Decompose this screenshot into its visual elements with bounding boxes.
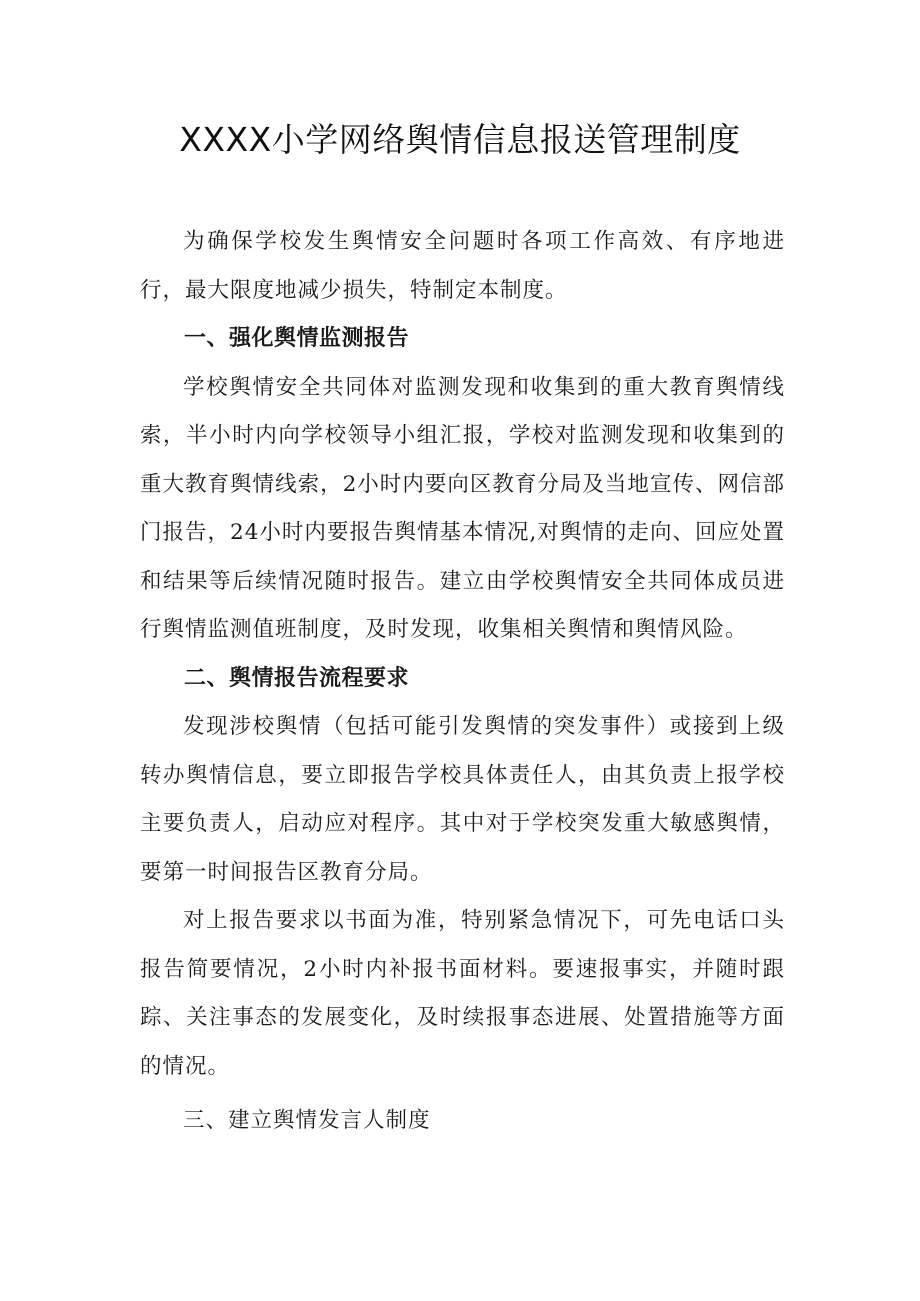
section-1-heading: 一、强化舆情监测报告 (184, 326, 410, 351)
document-body (140, 218, 785, 1146)
section-2-heading: 二、舆情报告流程要求 (184, 665, 410, 691)
section-2-paragraph-2: 对上报告要求以书面为准，特别紧急情况下，可先电话口头报告简要情况，2小时内补报书面材料。要速报事实，并随时跟踪、关注事态的发展变化，及时续报事态进展、处置措施等方面的情况。 (140, 908, 785, 1079)
document-title: XXXX小学网络舆情信息报送管理制度 (179, 120, 741, 159)
section-1-paragraph: 学校舆情安全共同体对监测发现和收集到的重大教育舆情线索，半小时内向学校领导小组汇报，学校对监测发现和收集到的重大教育舆情线索，2小时内要向区教育分局及当地宣传、网信部门报告，24小时内要报告舆情基本情况,对舆情的走向、回应处置和结果等后续情况随时报告。建立由学校舆情安全共同体成员进行舆情监测值班制度，及时发现，收集相关舆情和舆情风险。 (140, 374, 785, 642)
section-2-paragraph-1: 发现涉校舆情（包括可能引发舆情的突发事件）或接到上级转办舆情信息，要立即报告学校具体责任人，由其负责上报学校主要负责人，启动应对程序。其中对于学校突发重大敏感舆情，要第一时间报告区教育分局。 (140, 714, 785, 885)
section-3-heading: 三、建立舆情发言人制度 (183, 1108, 431, 1133)
intro-paragraph: 为确保学校发生舆情安全问题时各项工作高效、有序地进行，最大限度地减少损失，特制定本制度。 (140, 229, 785, 303)
